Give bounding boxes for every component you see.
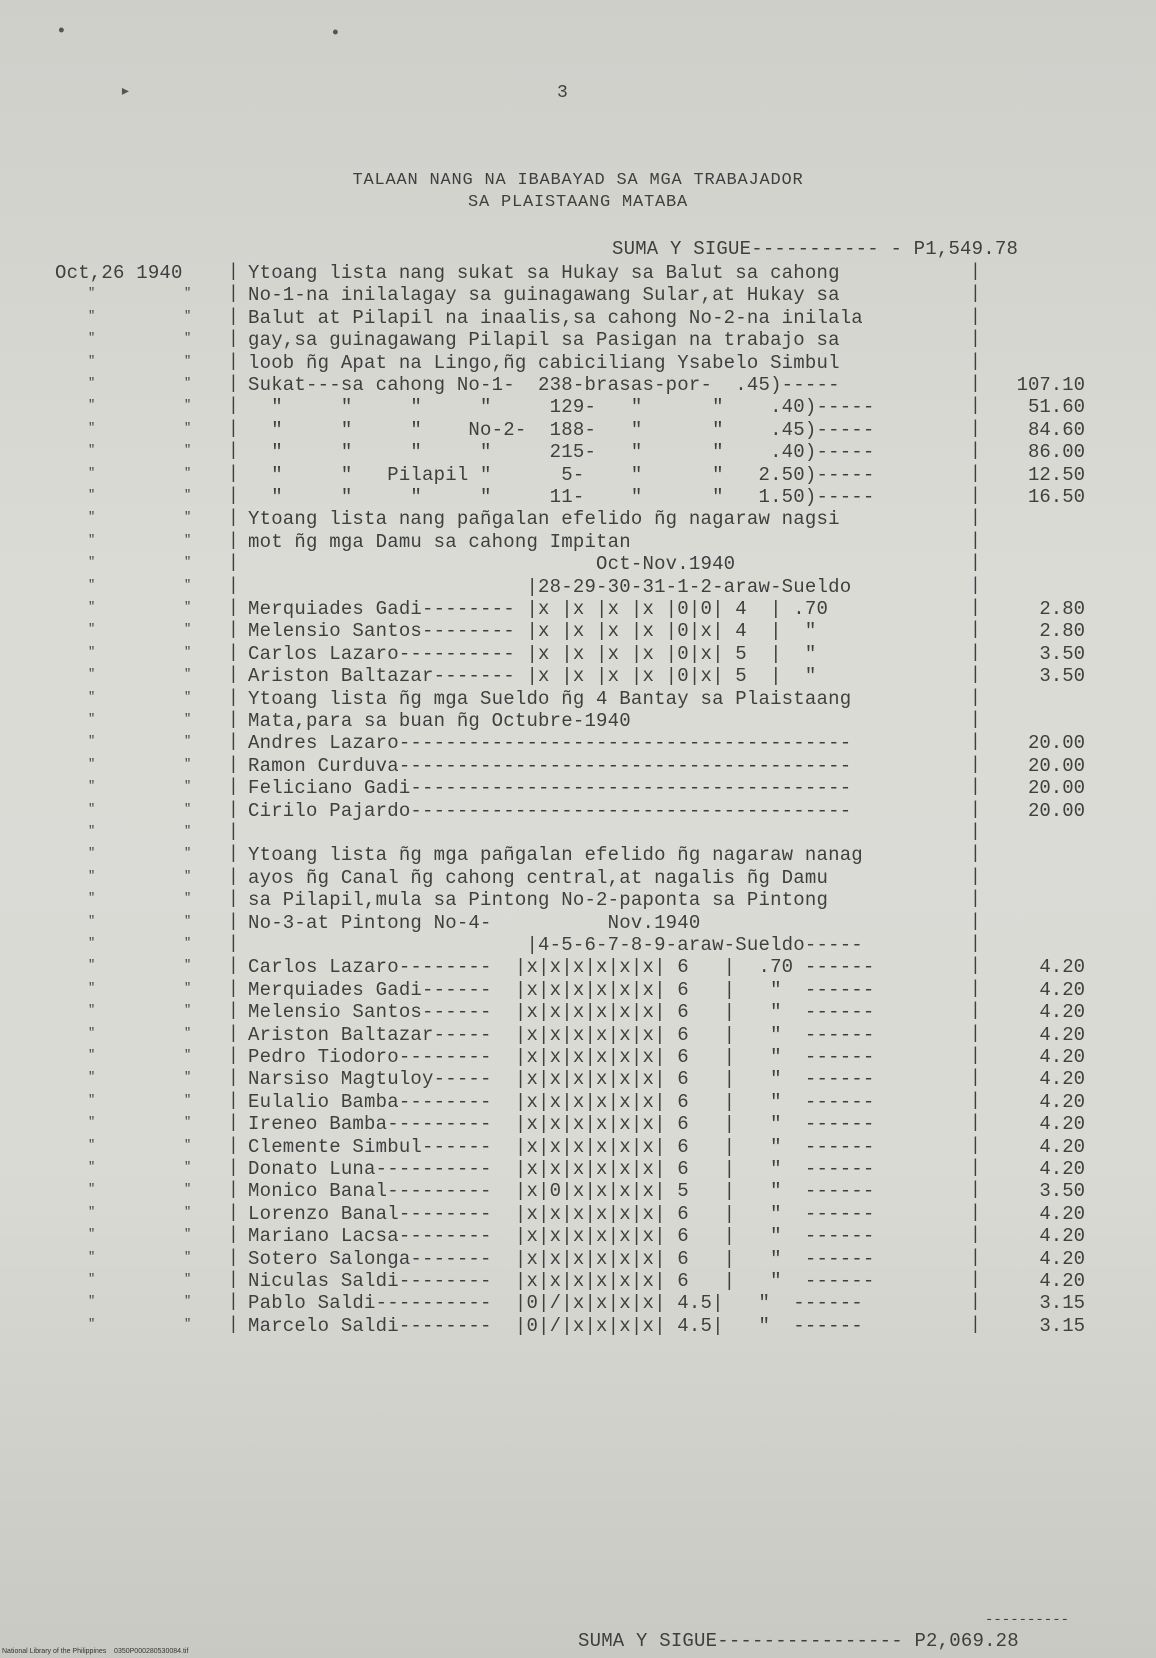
ditto-mark-date: " (88, 914, 96, 928)
ledger-line: sa Pilapil,mula sa Pintong No-2-paponta sa Pintong (248, 889, 829, 911)
ditto-mark-date: " (88, 1182, 96, 1196)
ditto-mark-year: " (184, 802, 192, 816)
line-amount: 3.50 (1039, 1180, 1085, 1202)
column-rule-right: | (970, 576, 981, 596)
column-rule-right: | (970, 307, 981, 327)
column-rule-right: | (970, 643, 981, 663)
ledger-line: Monico Banal--------- |x|0|x|x|x|x| 5 | " ------ (248, 1180, 875, 1202)
column-rule-left: | (228, 620, 239, 640)
line-amount: 16.50 (1027, 486, 1085, 508)
line-amount: 4.20 (1039, 979, 1085, 1001)
ditto-mark-year: " (184, 466, 192, 480)
line-amount: 20.00 (1027, 800, 1085, 822)
line-amount: 4.20 (1039, 1068, 1085, 1090)
column-rule-left: | (228, 934, 239, 954)
ledger-line: Ytoang lista nang pañgalan efelido ñg nagaraw nagsi (248, 508, 840, 530)
ditto-mark-date: " (88, 779, 96, 793)
ditto-mark-year: " (184, 891, 192, 905)
column-rule-right: | (970, 486, 981, 506)
ledger-line: " " Pilapil " 5- " " 2.50)----- (248, 464, 875, 486)
column-rule-right: | (970, 1315, 981, 1335)
column-rule-right: | (970, 1225, 981, 1245)
ditto-mark-year: " (184, 712, 192, 726)
line-amount: 3.15 (1039, 1292, 1085, 1314)
column-rule-right: | (970, 710, 981, 730)
column-rule-left: | (228, 643, 239, 663)
ledger-line: Ytoang lista nang sukat sa Hukay sa Balut sa cahong (248, 262, 840, 284)
ledger-line: Pedro Tiodoro-------- |x|x|x|x|x|x| 6 | " ------ (248, 1046, 875, 1068)
ditto-mark-date: " (88, 309, 96, 323)
column-rule-left: | (228, 531, 239, 551)
ditto-mark-date: " (88, 1160, 96, 1174)
line-amount: 4.20 (1039, 1248, 1085, 1270)
ditto-mark-year: " (184, 914, 192, 928)
line-amount: 4.20 (1039, 1158, 1085, 1180)
column-rule-left: | (228, 710, 239, 730)
line-amount: 4.20 (1039, 1046, 1085, 1068)
column-rule-right: | (970, 396, 981, 416)
ledger-line: " " " No-2- 188- " " .45)----- (248, 419, 875, 441)
ledger-line: |4-5-6-7-8-9-araw-Sueldo----- (248, 934, 863, 956)
ditto-mark-year: " (184, 443, 192, 457)
ditto-mark-date: " (88, 1205, 96, 1219)
ledger-line: Ytoang lista ñg mga Sueldo ñg 4 Bantay sa Plaistaang (248, 688, 852, 710)
ledger-line: Feliciano Gadi-------------------------------------- (248, 777, 852, 799)
ditto-mark-year: " (184, 1250, 192, 1264)
entry-date: Oct,26 1940 (55, 262, 183, 284)
ditto-mark-year: " (184, 622, 192, 636)
ditto-mark-year: " (184, 578, 192, 592)
column-rule-left: | (228, 1180, 239, 1200)
ditto-mark-date: " (88, 1294, 96, 1308)
column-rule-left: | (228, 777, 239, 797)
column-rule-left: | (228, 508, 239, 528)
ledger-line: Lorenzo Banal-------- |x|x|x|x|x|x| 6 | " ------ (248, 1203, 875, 1225)
column-rule-left: | (228, 576, 239, 596)
ditto-mark-date: " (88, 1227, 96, 1241)
ditto-mark-date: " (88, 1070, 96, 1084)
ditto-mark-year: " (184, 690, 192, 704)
document-title-line-2: SA PLAISTAANG MATABA (467, 193, 689, 212)
ledger-line: Eulalio Bamba-------- |x|x|x|x|x|x| 6 | " ------ (248, 1091, 875, 1113)
column-rule-right: | (970, 464, 981, 484)
column-rule-right: | (970, 1180, 981, 1200)
column-rule-left: | (228, 979, 239, 999)
line-amount: 4.20 (1039, 1136, 1085, 1158)
ditto-mark-date: " (88, 645, 96, 659)
line-amount: 4.20 (1039, 1203, 1085, 1225)
ditto-mark-date: " (88, 398, 96, 412)
column-rule-right: | (970, 1203, 981, 1223)
column-rule-left: | (228, 329, 239, 349)
ditto-mark-date: " (88, 869, 96, 883)
column-rule-left: | (228, 262, 239, 282)
column-rule-right: | (970, 1248, 981, 1268)
ledger-line: loob ñg Apat na Lingo,ñg cabiciliang Ysabelo Simbul (248, 352, 840, 374)
ditto-mark-date: " (88, 1272, 96, 1286)
ledger-line: mot ñg mga Damu sa cahong Impitan (248, 531, 631, 553)
ditto-mark-year: " (184, 958, 192, 972)
ledger-line: Melensio Santos------ |x|x|x|x|x|x| 6 | " ------ (248, 1001, 875, 1023)
column-rule-left: | (228, 1068, 239, 1088)
ledger-line: Donato Luna---------- |x|x|x|x|x|x| 6 | " ------ (248, 1158, 875, 1180)
column-rule-left: | (228, 352, 239, 372)
line-amount: 20.00 (1027, 777, 1085, 799)
column-rule-right: | (970, 1270, 981, 1290)
column-rule-right: | (970, 844, 981, 864)
ditto-mark-date: " (88, 690, 96, 704)
ledger-line: Ireneo Bamba--------- |x|x|x|x|x|x| 6 | " ------ (248, 1113, 875, 1135)
ditto-mark-year: " (184, 645, 192, 659)
ledger-line: " " " " 129- " " .40)----- (248, 396, 875, 418)
line-amount: 4.20 (1039, 1001, 1085, 1023)
ledger-line: Balut at Pilapil na inaalis,sa cahong No-2-na inilala (248, 307, 863, 329)
ditto-mark-date: " (88, 376, 96, 390)
line-amount: 84.60 (1027, 419, 1085, 441)
ditto-mark-year: " (184, 488, 192, 502)
column-rule-left: | (228, 419, 239, 439)
ditto-mark-date: " (88, 936, 96, 950)
ledger-line: " " " " 11- " " 1.50)----- (248, 486, 875, 508)
column-rule-left: | (228, 867, 239, 887)
ditto-mark-date: " (88, 1115, 96, 1129)
ditto-mark-date: " (88, 421, 96, 435)
column-rule-right: | (970, 262, 981, 282)
ledger-line: Oct-Nov.1940 (248, 553, 736, 575)
column-rule-left: | (228, 396, 239, 416)
column-rule-right: | (970, 620, 981, 640)
column-rule-right: | (970, 755, 981, 775)
column-rule-left: | (228, 1091, 239, 1111)
column-rule-right: | (970, 956, 981, 976)
ditto-mark-year: " (184, 555, 192, 569)
ditto-mark-year: " (184, 1205, 192, 1219)
line-amount: 12.50 (1027, 464, 1085, 486)
ledger-line: Andres Lazaro--------------------------------------- (248, 732, 852, 754)
ditto-mark-year: " (184, 1182, 192, 1196)
ditto-mark-year: " (184, 533, 192, 547)
document-title-line-1: TALAAN NANG NA IBABAYAD SA MGA TRABAJADOR (352, 171, 804, 190)
ledger-line: Ramon Curduva--------------------------------------- (248, 755, 852, 777)
ditto-mark-date: " (88, 488, 96, 502)
column-rule-left: | (228, 1001, 239, 1021)
column-rule-left: | (228, 822, 239, 842)
line-amount: 2.80 (1039, 598, 1085, 620)
ditto-mark-date: " (88, 891, 96, 905)
smudge-mark: • (56, 22, 67, 42)
carried-forward-total: SUMA Y SIGUE----------- - P1,549.78 (612, 238, 1019, 260)
ditto-mark-year: " (184, 354, 192, 368)
smudge-mark: • (330, 24, 341, 44)
ledger-line: Merquiades Gadi------ |x|x|x|x|x|x| 6 | " ------ (248, 979, 875, 1001)
column-rule-left: | (228, 1315, 239, 1335)
line-amount: 4.20 (1039, 1024, 1085, 1046)
ditto-mark-date: " (88, 1093, 96, 1107)
ledger-line: Ariston Baltazar----- |x|x|x|x|x|x| 6 | " ------ (248, 1024, 875, 1046)
ditto-mark-date: " (88, 533, 96, 547)
ditto-mark-year: " (184, 309, 192, 323)
ditto-mark-year: " (184, 757, 192, 771)
column-rule-right: | (970, 441, 981, 461)
ledger-line: Mariano Lacsa-------- |x|x|x|x|x|x| 6 | " ------ (248, 1225, 875, 1247)
column-rule-left: | (228, 800, 239, 820)
column-rule-left: | (228, 1113, 239, 1133)
ditto-mark-date: " (88, 802, 96, 816)
ditto-mark-date: " (88, 734, 96, 748)
column-rule-right: | (970, 1136, 981, 1156)
column-rule-left: | (228, 307, 239, 327)
column-rule-right: | (970, 732, 981, 752)
column-rule-right: | (970, 1091, 981, 1111)
column-rule-left: | (228, 486, 239, 506)
line-amount: 4.20 (1039, 1225, 1085, 1247)
column-rule-right: | (970, 508, 981, 528)
line-amount: 3.50 (1039, 665, 1085, 687)
ditto-mark-date: " (88, 600, 96, 614)
ledger-line: Merquiades Gadi-------- |x |x |x |x |0|0| 4 | .70 (248, 598, 829, 620)
ledger-line: Marcelo Saldi-------- |0|/|x|x|x|x| 4.5| " ------ (248, 1315, 863, 1337)
ditto-mark-year: " (184, 779, 192, 793)
column-rule-right: | (970, 912, 981, 932)
total-rule: ---------- (985, 1612, 1070, 1628)
ledger-line: No-1-na inilalagay sa guinagawang Sular,at Hukay sa (248, 284, 840, 306)
line-amount: 4.20 (1039, 1270, 1085, 1292)
ditto-mark-year: " (184, 734, 192, 748)
ditto-mark-date: " (88, 286, 96, 300)
column-rule-right: | (970, 531, 981, 551)
ditto-mark-year: " (184, 936, 192, 950)
ditto-mark-year: " (184, 1070, 192, 1084)
ditto-mark-date: " (88, 1317, 96, 1331)
column-rule-left: | (228, 1203, 239, 1223)
ditto-mark-year: " (184, 846, 192, 860)
column-rule-left: | (228, 553, 239, 573)
ditto-mark-year: " (184, 981, 192, 995)
line-amount: 86.00 (1027, 441, 1085, 463)
column-rule-left: | (228, 1136, 239, 1156)
column-rule-right: | (970, 1046, 981, 1066)
archive-footer-stamp: National Library of the Philippines 0350P000280530084.tif (2, 1648, 189, 1655)
ledger-line: Mata,para sa buan ñg Octubre-1940 (248, 710, 631, 732)
ditto-mark-year: " (184, 1317, 192, 1331)
column-rule-left: | (228, 1292, 239, 1312)
line-amount: 4.20 (1039, 1113, 1085, 1135)
ditto-mark-year: " (184, 421, 192, 435)
ditto-mark-date: " (88, 354, 96, 368)
line-amount: 107.10 (1016, 374, 1085, 396)
ledger-line: Ytoang lista ñg mga pañgalan efelido ñg nagaraw nanag (248, 844, 863, 866)
ditto-mark-date: " (88, 1003, 96, 1017)
ditto-mark-year: " (184, 667, 192, 681)
ledger-line: Melensio Santos-------- |x |x |x |x |0|x| 4 | " (248, 620, 817, 642)
page-number: 3 (557, 83, 569, 103)
ditto-mark-year: " (184, 1003, 192, 1017)
line-amount: 20.00 (1027, 755, 1085, 777)
ditto-mark-year: " (184, 510, 192, 524)
ledger-line: " " " " 215- " " .40)----- (248, 441, 875, 463)
column-rule-right: | (970, 979, 981, 999)
ditto-mark-year: " (184, 1227, 192, 1241)
ditto-mark-date: " (88, 510, 96, 524)
column-rule-left: | (228, 1248, 239, 1268)
ditto-mark-date: " (88, 757, 96, 771)
ledger-line: Carlos Lazaro---------- |x |x |x |x |0|x| 5 | " (248, 643, 817, 665)
ditto-mark-year: " (184, 398, 192, 412)
ledger-line: ayos ñg Canal ñg cahong central,at nagalis ñg Damu (248, 867, 829, 889)
ditto-mark-year: " (184, 824, 192, 838)
ledger-line: Clemente Simbul------ |x|x|x|x|x|x| 6 | " ------ (248, 1136, 875, 1158)
ditto-mark-year: " (184, 1138, 192, 1152)
column-rule-left: | (228, 1158, 239, 1178)
ledger-line: |28-29-30-31-1-2-araw-Sueldo (248, 576, 852, 598)
column-rule-left: | (228, 464, 239, 484)
column-rule-right: | (970, 598, 981, 618)
ditto-mark-date: " (88, 466, 96, 480)
column-rule-left: | (228, 665, 239, 685)
column-rule-left: | (228, 1046, 239, 1066)
ditto-mark-date: " (88, 331, 96, 345)
ditto-mark-date: " (88, 1138, 96, 1152)
column-rule-left: | (228, 1270, 239, 1290)
ditto-mark-date: " (88, 824, 96, 838)
column-rule-right: | (970, 1001, 981, 1021)
column-rule-left: | (228, 844, 239, 864)
column-rule-right: | (970, 419, 981, 439)
line-amount: 4.20 (1039, 956, 1085, 978)
column-rule-right: | (970, 777, 981, 797)
column-rule-right: | (970, 284, 981, 304)
ditto-mark-date: " (88, 555, 96, 569)
ditto-mark-year: " (184, 1294, 192, 1308)
ledger-line: Carlos Lazaro-------- |x|x|x|x|x|x| 6 | .70 ------ (248, 956, 875, 978)
column-rule-left: | (228, 912, 239, 932)
ditto-mark-date: " (88, 846, 96, 860)
column-rule-left: | (228, 956, 239, 976)
ditto-mark-date: " (88, 578, 96, 592)
column-rule-left: | (228, 889, 239, 909)
column-rule-left: | (228, 688, 239, 708)
column-rule-left: | (228, 1225, 239, 1245)
column-rule-right: | (970, 867, 981, 887)
column-rule-left: | (228, 441, 239, 461)
ledger-line: No-3-at Pintong No-4- Nov.1940 (248, 912, 701, 934)
ledger-line: Pablo Saldi---------- |0|/|x|x|x|x| 4.5| " ------ (248, 1292, 863, 1314)
ditto-mark-year: " (184, 1093, 192, 1107)
column-rule-left: | (228, 284, 239, 304)
ledger-line: Ariston Baltazar------- |x |x |x |x |0|x| 5 | " (248, 665, 817, 687)
ditto-mark-date: " (88, 712, 96, 726)
line-amount: 3.15 (1039, 1315, 1085, 1337)
ditto-mark-date: " (88, 1048, 96, 1062)
column-rule-right: | (970, 1024, 981, 1044)
ditto-mark-year: " (184, 286, 192, 300)
ditto-mark-date: " (88, 622, 96, 636)
ditto-mark-date: " (88, 1250, 96, 1264)
ditto-mark-date: " (88, 667, 96, 681)
ditto-mark-year: " (184, 1026, 192, 1040)
ledger-line: Cirilo Pajardo-------------------------------------- (248, 800, 852, 822)
column-rule-left: | (228, 1024, 239, 1044)
grand-total: SUMA Y SIGUE---------------- P2,069.28 (578, 1630, 1019, 1652)
ledger-line: gay,sa guinagawang Pilapil sa Pasigan na trabajo sa (248, 329, 840, 351)
ledger-line: Niculas Saldi-------- |x|x|x|x|x|x| 6 | " ------ (248, 1270, 875, 1292)
column-rule-right: | (970, 800, 981, 820)
ditto-mark-year: " (184, 376, 192, 390)
ditto-mark-date: " (88, 1026, 96, 1040)
column-rule-right: | (970, 352, 981, 372)
ditto-mark-date: " (88, 958, 96, 972)
ditto-mark-year: " (184, 600, 192, 614)
line-amount: 20.00 (1027, 732, 1085, 754)
column-rule-right: | (970, 665, 981, 685)
column-rule-right: | (970, 329, 981, 349)
smudge-mark: ▸ (120, 82, 131, 102)
column-rule-right: | (970, 374, 981, 394)
column-rule-right: | (970, 889, 981, 909)
column-rule-left: | (228, 732, 239, 752)
ditto-mark-year: " (184, 1115, 192, 1129)
ditto-mark-year: " (184, 1160, 192, 1174)
column-rule-right: | (970, 822, 981, 842)
line-amount: 3.50 (1039, 643, 1085, 665)
ditto-mark-date: " (88, 981, 96, 995)
column-rule-right: | (970, 1068, 981, 1088)
column-rule-left: | (228, 374, 239, 394)
column-rule-right: | (970, 934, 981, 954)
ditto-mark-year: " (184, 869, 192, 883)
ditto-mark-year: " (184, 1272, 192, 1286)
column-rule-right: | (970, 1292, 981, 1312)
column-rule-left: | (228, 755, 239, 775)
column-rule-right: | (970, 1158, 981, 1178)
line-amount: 51.60 (1027, 396, 1085, 418)
ledger-line: Sukat---sa cahong No-1- 238-brasas-por- .45)----- (248, 374, 840, 396)
ditto-mark-year: " (184, 1048, 192, 1062)
ledger-line: Sotero Salonga------- |x|x|x|x|x|x| 6 | " ------ (248, 1248, 875, 1270)
column-rule-right: | (970, 1113, 981, 1133)
line-amount: 2.80 (1039, 620, 1085, 642)
column-rule-right: | (970, 553, 981, 573)
line-amount: 4.20 (1039, 1091, 1085, 1113)
ditto-mark-date: " (88, 443, 96, 457)
column-rule-right: | (970, 688, 981, 708)
ledger-line: Narsiso Magtuloy----- |x|x|x|x|x|x| 6 | " ------ (248, 1068, 875, 1090)
column-rule-left: | (228, 598, 239, 618)
ditto-mark-year: " (184, 331, 192, 345)
